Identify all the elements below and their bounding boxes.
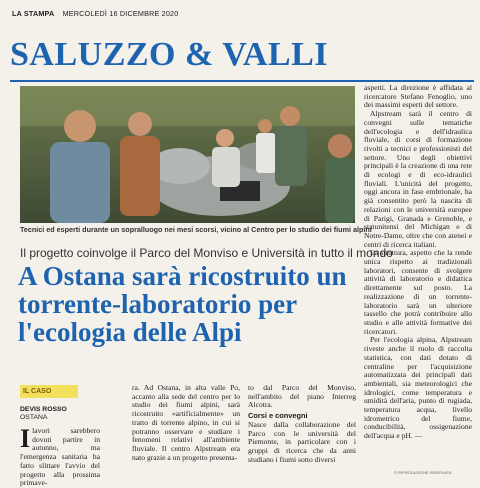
dropcap: I <box>20 424 31 453</box>
section-rule <box>10 80 474 82</box>
column-3-text-a: to dal Parco del Monviso, nell'ambito del piano Interreg Alcotra. <box>248 383 356 410</box>
author: DEVIS ROSSO <box>20 406 67 413</box>
dateline-city: OSTANA <box>20 414 48 421</box>
column-4-text-b: Alpstream sarà il centro di convegni sulle tematiche dell'ecologia e dell'idraulica fluviale, di corsi di formazione rivolti a tecnici e professionisti del settore. Uno degli obiettivi principali è la creazione di una rete di ecologi e di eco-idraulici fluviali. L'unicità del progetto, oggi ancora in fase embrionale, ha già consentito però la nascita di relazioni con le università europee di Parigi, Granada e Grenoble, e statunitensi del Michigan e di Notre-Dame, oltre che con atenei e centri di ricerca italiani. <box>364 109 472 249</box>
masthead-brand: LA STAMPA <box>12 9 55 18</box>
column-4-text-c: La struttura, aspetto che la rende unica rispetto ai tradizionali laboratori, consente di svolgere attività di laboratorio e didattica direttamente sul posto. La realizzazione di un torrente-laboratorio sarà un ulteriore tassello che potrà contribuire allo studio e alle attività formative dei ricercatori. <box>364 248 472 336</box>
section-title: SALUZZO & VALLI <box>10 36 329 73</box>
masthead <box>12 9 178 18</box>
copyright-note: © RIPRODUZIONE RISERVATA <box>394 470 452 475</box>
article-column-3 <box>248 384 356 464</box>
article-kicker: Il progetto coinvolge il Parco del Monviso e Università in tutto il mondo <box>20 246 393 260</box>
column-1-text: lavori sarebbero dovuti partire in autunno, ma l'emergenza sanitaria ha fatto slittare l'avvio del progetto alla prossima primave- <box>20 426 100 488</box>
column-3-text-b: Nasce dalla collaborazione del Parco con le università del Piemonte, in particolare con i gruppi di ricerca che da anni studiano i fiumi sotto diversi <box>248 419 356 464</box>
byline <box>20 406 67 422</box>
article-column-2 <box>132 384 240 462</box>
article-column-4 <box>364 84 472 441</box>
masthead-date: MERCOLEDÌ 16 DICEMBRE 2020 <box>62 9 179 18</box>
article-photo <box>20 86 355 223</box>
photo-illustration <box>20 86 355 223</box>
article-headline: A Ostana sarà ricostruito un torrente-laboratorio per l'ecologia delle Alpi <box>18 261 347 347</box>
column-4-text-a: aspetti. La direzione è affidata al ricercatore Stefano Fenoglio, uno dei massimi esperti del settore. <box>364 83 472 110</box>
column-4-text-d: Per l'ecologia alpina, Alpstream riveste anche il ruolo di raccolta statistica, con dati dotato di centraline per l'acquisizione automatizzata dei principali dati ambientali, sia meteorologici che idrologici, come temperatura e umidità dell'aria, punto di rugiada, temperatura acqua, livello idrometrico del fiume, conducibilità, ossigenazione dell'acqua e pH. — <box>364 335 472 441</box>
section-tag: IL CASO <box>20 385 78 398</box>
photo-caption: Tecnici ed esperti durante un sopralluogo nei mesi scorsi, vicino al Centro per lo studio dei fiumi alpini <box>20 225 372 234</box>
subheading: Corsi e convegni <box>248 411 308 421</box>
column-2-text: ra. Ad Ostana, in alta valle Po, accanto alla sede del centro per lo studio dei fiumi alpini, sarà ricostruito «artificialmente» un tratto di torrente alpino, in cui si potranno osservare e studiare i fenomeni relativi all'ambiente fluviale. Il centro Alpstream era nato grazie a un progetto presenta- <box>132 383 240 462</box>
